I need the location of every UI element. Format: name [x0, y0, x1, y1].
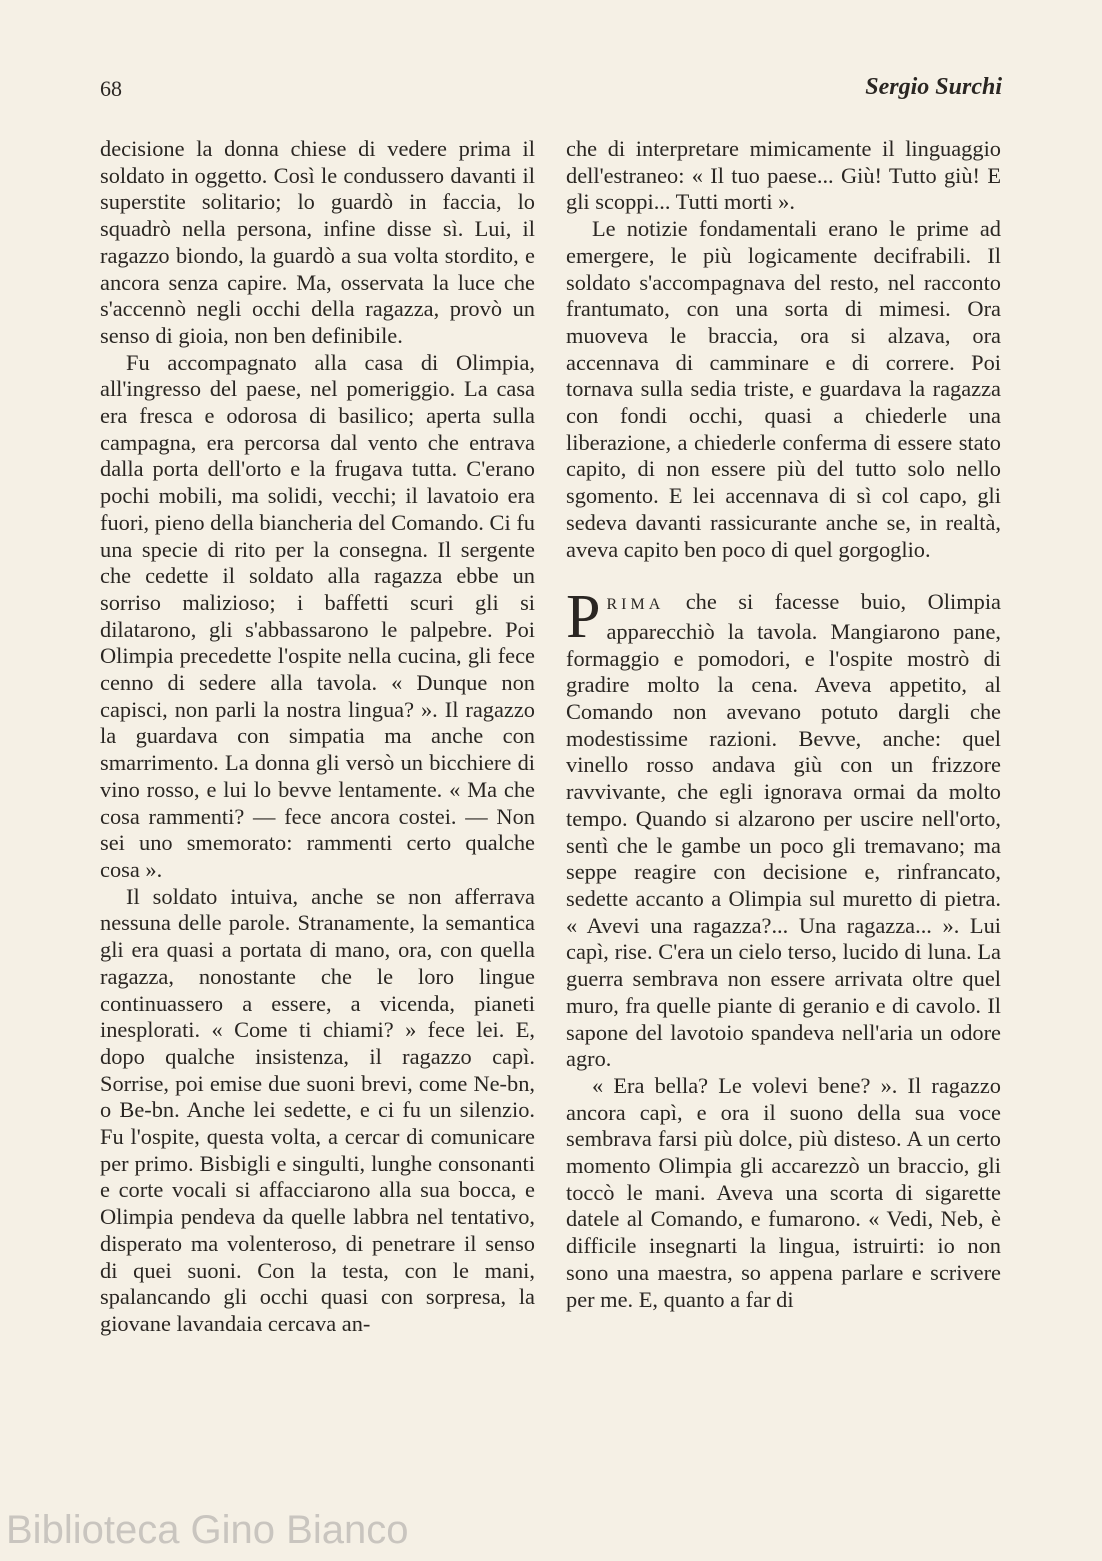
paragraph: Il soldato intuiva, anche se non afferrava nessuna delle parole. Stranamente, la semantica gli era quasi a portata di mano, ora, con quella ragazza, nonostante che le loro lingue continuassero a essere, a vicenda, pianeti inesplorati. « Come ti chiami? » fece lei. E, dopo qualche insistenza, il ragazzo capì. Sorrise, poi emise due suoni brevi, come Ne-bn, o Be-bn. Anche lei sedette, e ci fu un silenzio. Fu l'ospite, questa volta, a cercar di comunicare per primo. Bisbigli e singulti, lunghe consonanti e corte vocali si affacciarono alla sua bocca, e Olimpia pendeva da quelle labbra nel tentativo, disperato ma volenteroso, di penetrare il senso di quei suoni. Con la testa, con le mani, spalancando gli occhi quasi con sorpresa, la giovane lavandaia cercava an- [100, 883, 535, 1336]
paragraph: Fu accompagnato alla casa di Olimpia, all'ingresso del paese, nel pomeriggio. La casa era fresca e odorosa di basilico; aperta sulla campagna, era percorsa dal vento che entrava dalla porta dell'orto e la frugava tutta. C'erano pochi mobili, ma solidi, vecchi; il lavatoio era fuori, pieno della biancheria del Comando. Ci fu una specie di rito per la consegna. Il sergente che cedette il soldato alla ragazza ebbe un sorriso malizioso; i baffetti scuri gli si dilatarono, gli s'abbassarono le palpebre. Poi Olimpia precedette l'ospite nella cucina, gli fece cenno di sedere alla tavola. « Dunque non capisci, non parli la nostra lingua? ». Il ragazzo la guardava con simpatia ma anche con smarrimento. La donna gli versò un bicchiere di vino rosso, e lui lo bevve lentamente. « Ma che cosa rammenti? — fece ancora costei. — Non sei uno smemorato: rammenti certo qualche cosa ». [100, 349, 535, 882]
paragraph: che di interpretare mimicamente il linguaggio dell'estraneo: « Il tuo paese... Giù! Tutto giù! E gli scoppi... Tutti morti ». [566, 136, 1001, 215]
paragraph-text: che si facesse buio, Olimpia apparecchiò la tavola. Mangiarono pane, formaggio e pomodori, e l'ospite mostrò di gradire molto la cena. Aveva appetito, al Comando non avevano potuto dargli che modestissime razioni. Bevve, anche: quel vinello rosso andava giù con un frizzore ravvivante, che egli ignorava ormai da molto tempo. Quando si alzarono per uscire nell'orto, sentì che le gambe un poco gli tremavano; ma seppe reagire con decisione e, rinfrancato, sedette accanto a Olimpia sul muretto di pietra. « Avevi una ragazza?... Una ragazza... ». Lui capì, rise. C'era un cielo terso, lucido di luna. La guerra sembrava non essere arrivata oltre quel muro, fra quelle piante di geranio e di cavolo. Il sapone del lavotoio spandeva nell'aria un odore agro. [566, 589, 1001, 1072]
right-column [566, 136, 1001, 1313]
paragraph: « Era bella? Le volevi bene? ». Il ragazzo ancora capì, e ora il suono della sua voce sembrava farsi più dolce, più disteso. A un certo momento Olimpia gli accarezzò un braccio, gli toccò le mani. Aveva una scorta di sigarette datele al Comando, e fumarono. « Vedi, Neb, è difficile insegnarti la lingua, istruirti: io non sono una maestra, so appena parlare e scrivere per me. E, quanto a far di [566, 1072, 1001, 1312]
paragraph: Le notizie fondamentali erano le prime ad emergere, le più logicamente decifrabili. Il soldato s'accompagnava del resto, nel racconto frantumato, con una sorta di mimesi. Ora muoveva le braccia, ora si alzava, ora accennava di camminare e di correre. Poi tornava sulla sedia triste, e guardava la ragazza con fondi occhi, quasi a chiederle una liberazione, a chiederle conferma di essere stato capito, di non essere più del tutto solo nello sgomento. E lei accennava di sì col capo, gli sedeva davanti rassicurante anche se, in realtà, aveva capito ben poco di quel gorgoglio. [566, 216, 1001, 562]
small-caps-lead: RIMA [606, 596, 665, 614]
section-opening-paragraph [566, 583, 1001, 1073]
page-number: 68 [100, 76, 122, 101]
section-break [566, 563, 1001, 589]
left-column [100, 136, 535, 1338]
paragraph: decisione la donna chiese di vedere prima il soldato in oggetto. Così le condussero davanti il superstite solitario; lo guardò in faccia, lo squadrò nella persona, infine disse sì. Lui, il ragazzo biondo, la guardò a sua volta stordito, e ancora senza capire. Ma, osservata la luce che s'accennò negli occhi della ragazza, provò un senso di gioia, non ben definibile. [100, 136, 535, 348]
watermark-text: Biblioteca Gino Bianco [6, 1508, 409, 1552]
drop-cap: P [566, 583, 601, 652]
running-head-author: Sergio Surchi [865, 74, 1002, 100]
